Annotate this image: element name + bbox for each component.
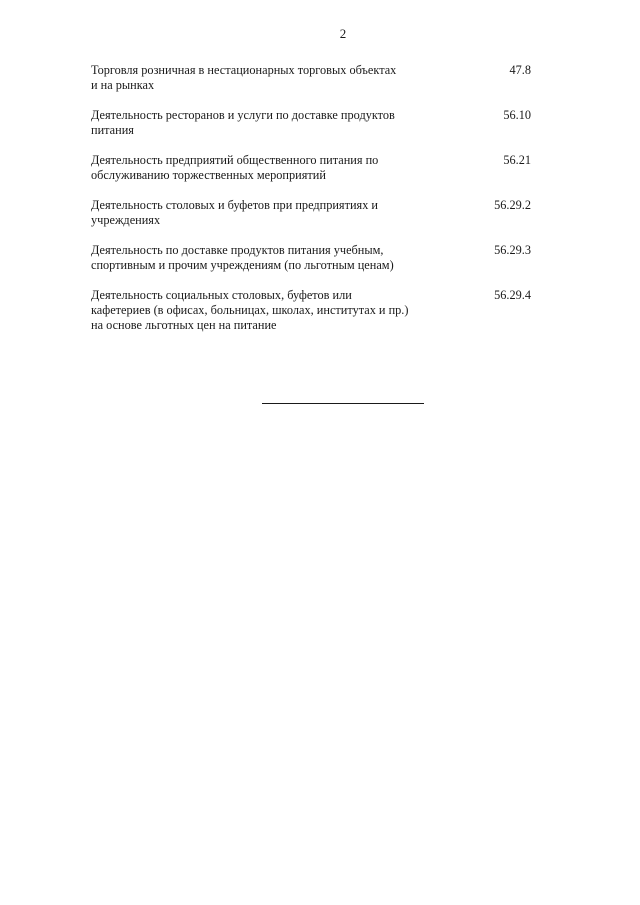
activity-name: Деятельность столовых и буфетов при предприятиях и учреждениях <box>91 198 379 227</box>
activity-code: 56.21 <box>503 153 531 167</box>
activity-row <box>91 198 531 228</box>
activity-name: Торговля розничная в нестационарных торговых объектах и на рынках <box>91 63 397 92</box>
activity-name: Деятельность по доставке продуктов питания учебным, спортивным и прочим учреждениям (по льготным ценам) <box>91 243 394 272</box>
activity-row <box>91 108 531 138</box>
activity-code: 56.10 <box>503 108 531 122</box>
activity-code-list <box>91 63 531 348</box>
page-number: 2 <box>339 26 347 41</box>
activity-row <box>91 243 531 273</box>
activity-row <box>91 63 531 93</box>
activity-code: 56.29.3 <box>494 243 531 257</box>
activity-name: Деятельность социальных столовых, буфетов или кафетериев (в офисах, больницах, школах, институтах и пр.) на основе льготных цен на питание <box>91 288 409 332</box>
end-of-document-rule <box>262 403 424 404</box>
activity-name: Деятельность предприятий общественного питания по обслуживанию торжественных мероприятий <box>91 153 379 182</box>
activity-code: 56.29.2 <box>494 198 531 212</box>
activity-name: Деятельность ресторанов и услуги по доставке продуктов питания <box>91 108 395 137</box>
activity-row <box>91 153 531 183</box>
activity-row <box>91 288 531 333</box>
activity-code: 56.29.4 <box>494 288 531 302</box>
activity-code: 47.8 <box>509 63 531 77</box>
